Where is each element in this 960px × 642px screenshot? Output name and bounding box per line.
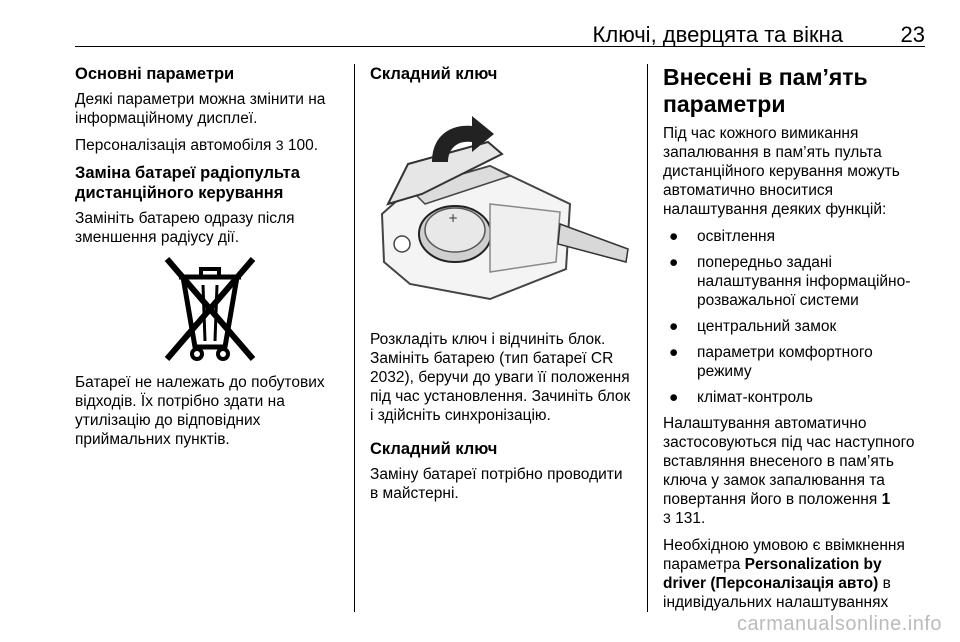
- page-number: 23: [900, 22, 925, 47]
- reference-arrow-icon: 3: [275, 137, 284, 153]
- reference-arrow-icon: 3: [663, 510, 671, 526]
- bullet-icon: ●: [669, 254, 679, 271]
- text-main-params: Деякі параметри можна змінити на інформаційному дисплеї.: [75, 91, 326, 127]
- page-header: [75, 0, 925, 47]
- column-left: [75, 64, 345, 457]
- column-middle: [370, 64, 635, 511]
- folding-key-battery-illustration: [370, 94, 632, 316]
- text-battery-steps: Розкладіть ключ і відчиніть блок. Замініть батарею (тип батареї CR 2032), беручи до уваги її положення під час установлення. Зачиніть блок і здійсніть синхронізацію.: [370, 331, 631, 424]
- text-prerequisite: Необхідною умовою є ввімкнення параметра Personalization by driver (Персоналізація авто) в індивідуальних налаштуваннях: [663, 537, 905, 611]
- bullet-icon: ●: [669, 389, 679, 406]
- list-item: ● параметри комфортного режиму: [663, 343, 928, 381]
- list-item: ● освітлення: [663, 227, 928, 246]
- list-item: ● центральний замок: [663, 317, 928, 336]
- text-battery-replacement: Замініть батарею одразу після зменшення радіусу дії.: [75, 210, 295, 246]
- heading-stored-settings: Внесені в пам’ять параметри: [663, 64, 868, 117]
- list-item: ● клімат-контроль: [663, 388, 928, 407]
- bullet-icon: ●: [669, 228, 679, 245]
- setting-name: Personalization by driver (Персоналізація авто): [663, 556, 882, 592]
- text-memory-intro: Під час кожного вимикання запалювання в пам’ять пульта дистанційного керування можуть автоматично вноситися налаштування деяких функцій:: [663, 125, 900, 218]
- ignition-position: 1: [881, 491, 891, 508]
- bullet-icon: ●: [669, 318, 679, 335]
- heading-folding-key: Складний ключ: [370, 65, 498, 83]
- text-battery-disposal: Батареї не належать до побутових відходів. Їх потрібно здати на утилізацію до відповідних приймальних пунктів.: [75, 374, 325, 448]
- crossed-bin-icon: [75, 255, 345, 365]
- column-divider-1: [354, 64, 355, 612]
- heading-main-params: Основні параметри: [75, 65, 235, 83]
- column-right: [663, 64, 928, 620]
- text-workshop-service: Заміну батареї потрібно проводити в майстерні.: [370, 466, 623, 502]
- heading-battery-replacement: Заміна батареї радіопульта дистанційного керування: [75, 164, 300, 202]
- battery-plus-sign: +: [448, 211, 459, 225]
- list-item: ● попередньо задані налаштування інформаційно-розважальної системи: [663, 253, 928, 310]
- text-settings-applied: Налаштування автоматично застосовуються під час наступного вставляння внесеного в пам’ять ключа у замок запалювання та повертання його в положення 1 3 131.: [663, 415, 915, 527]
- chapter-title: Ключі, дверцята та вікна: [592, 22, 843, 47]
- watermark: carmanualsonline.info: [736, 613, 942, 635]
- bullet-icon: ●: [669, 344, 679, 361]
- column-divider-2: [647, 64, 648, 612]
- heading-folding-key-2: Складний ключ: [370, 440, 498, 458]
- text-personalisation-ref: Персоналізація автомобіля 3 100.: [75, 137, 319, 154]
